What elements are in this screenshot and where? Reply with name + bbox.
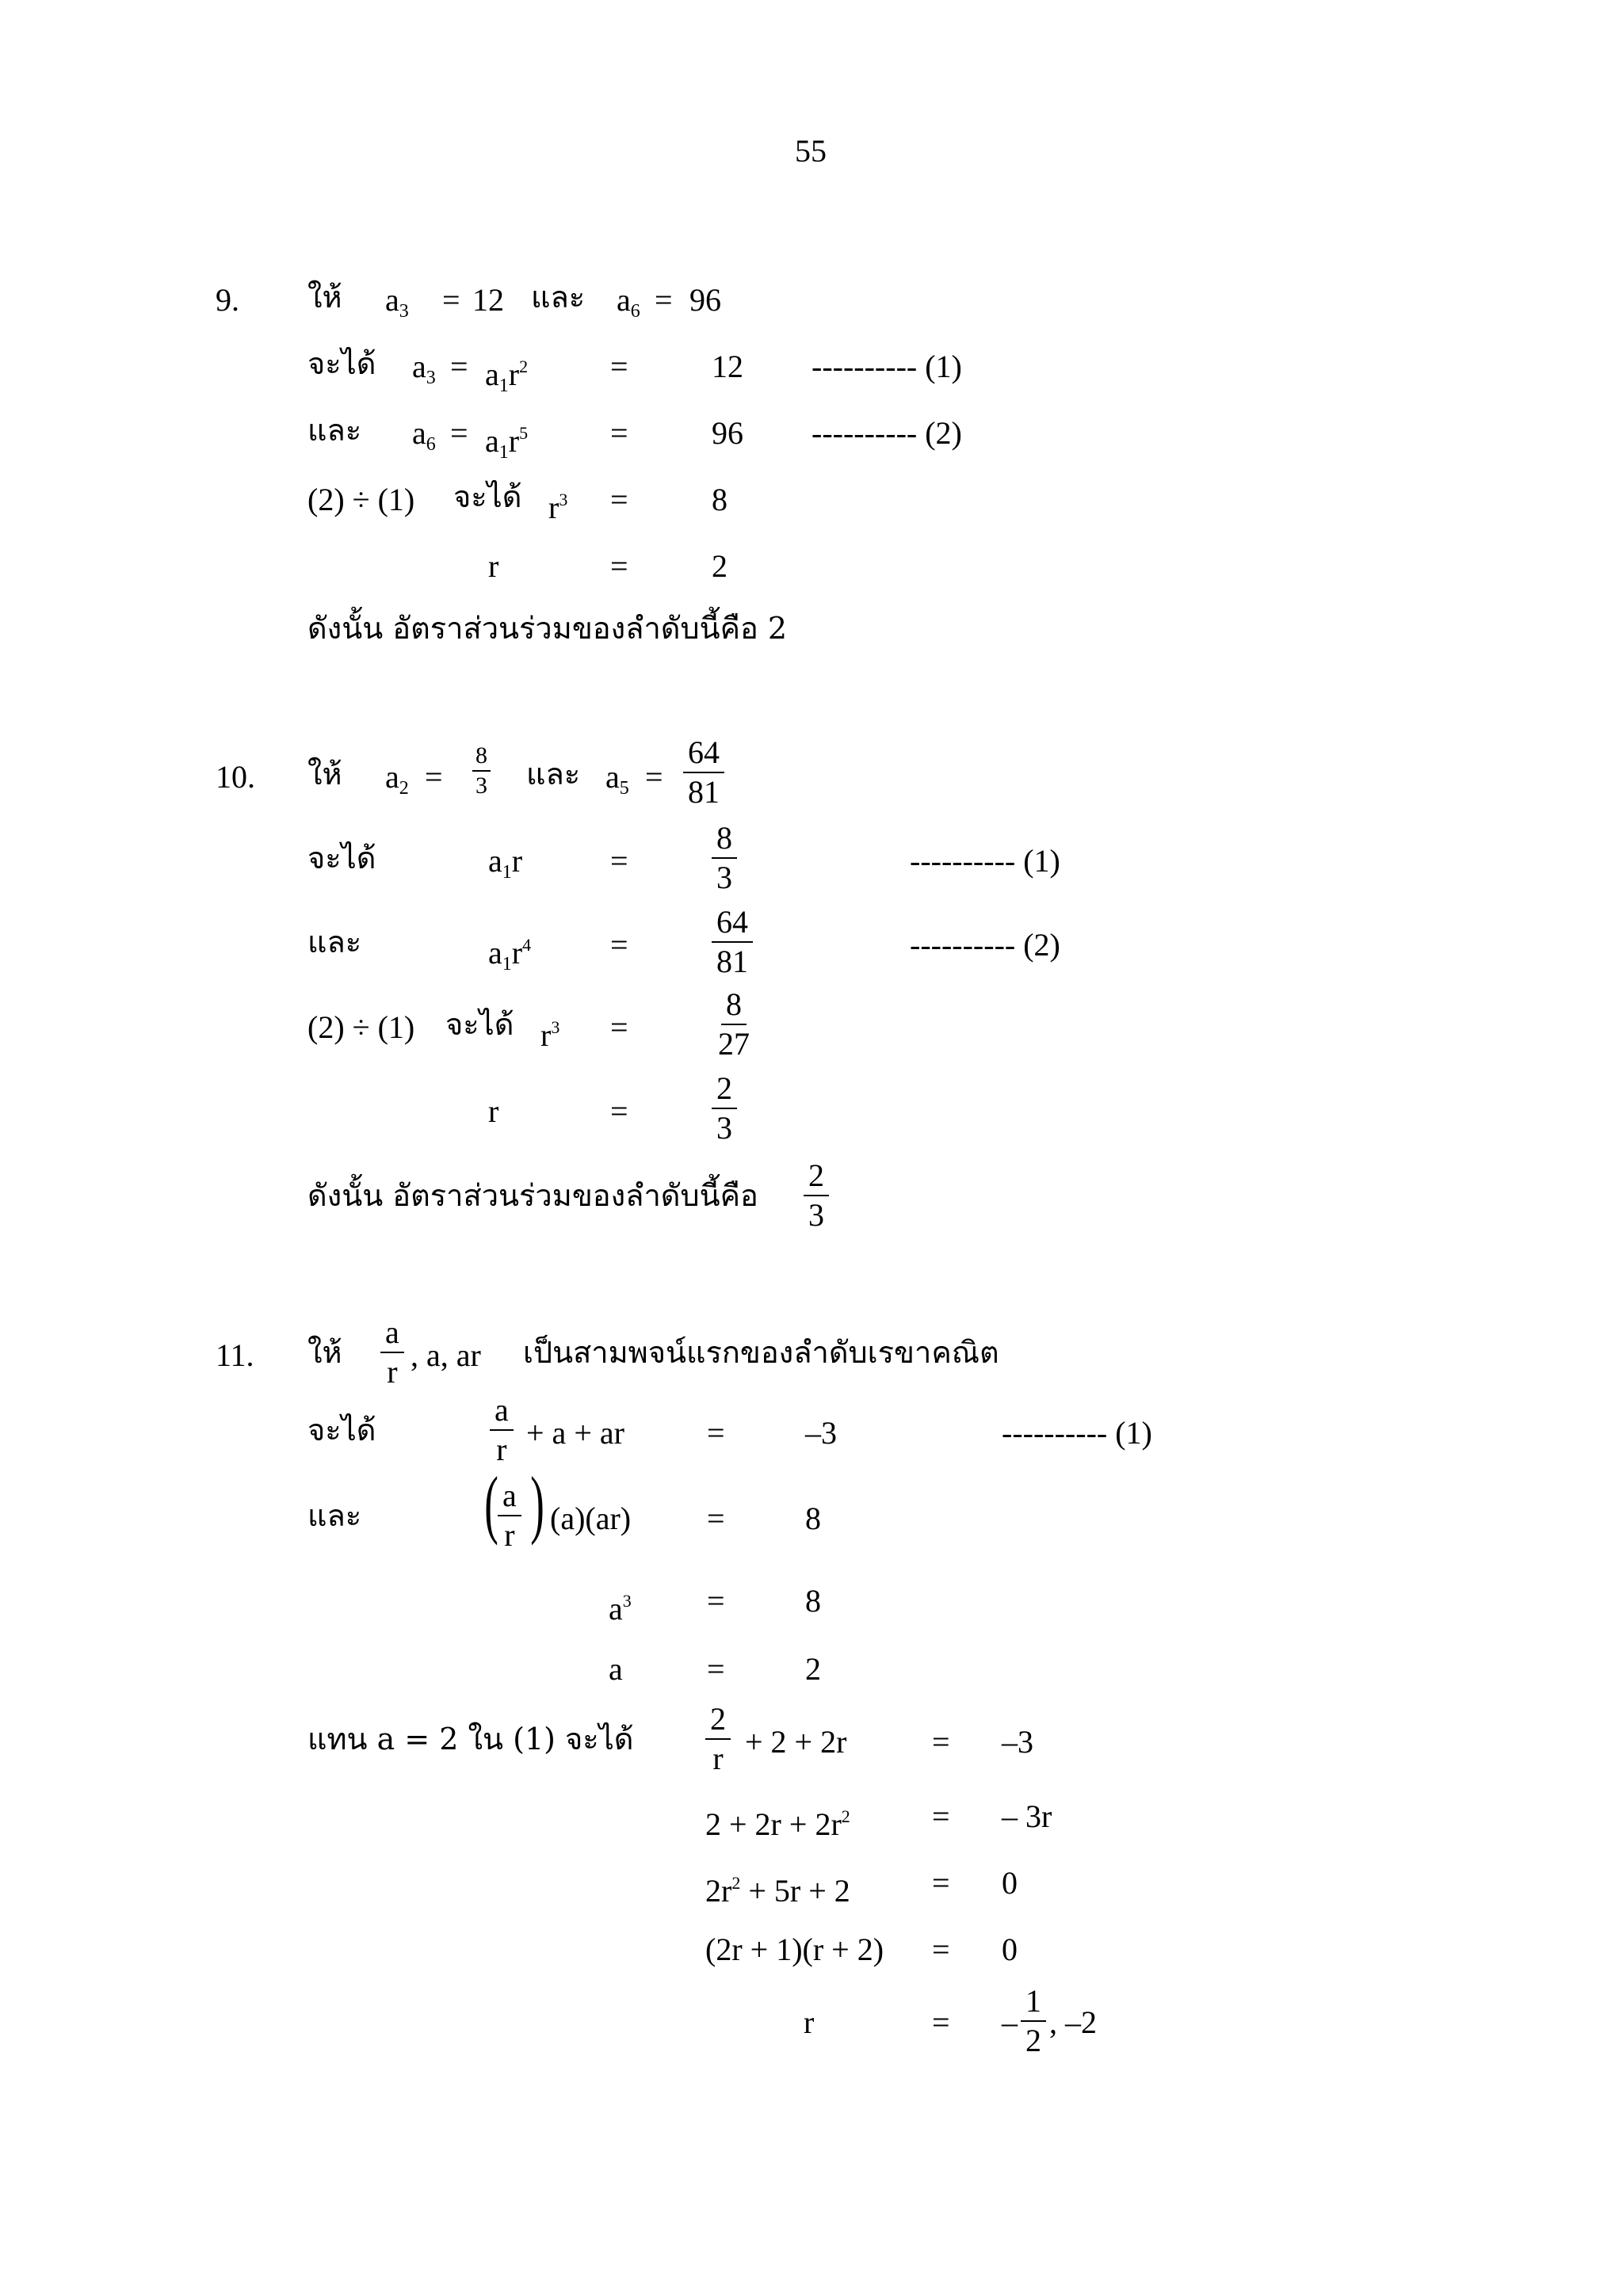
- fraction-8-3: 8 3: [472, 743, 491, 799]
- problem-number: 9.: [216, 282, 239, 318]
- text-and: และ: [307, 413, 362, 448]
- fraction-2-3: 2 3: [712, 1071, 737, 1146]
- text-get: จะได้: [307, 841, 376, 875]
- equals: =: [932, 1865, 950, 1901]
- text-get: จะได้: [307, 346, 376, 381]
- text-and: และ: [307, 1498, 362, 1533]
- expression: $2 + 2r + 2r^2$: [705, 1806, 850, 1842]
- text-give: ให้: [307, 280, 342, 315]
- value: 8: [805, 1583, 821, 1619]
- equals: =: [610, 843, 628, 879]
- equals: =: [932, 2004, 950, 2040]
- equals: =: [932, 1932, 950, 1967]
- conclusion: ดังนั้น อัตราส่วนร่วมของลำดับนี้คือ: [307, 1178, 758, 1213]
- equals: =: [645, 759, 663, 795]
- equals: =: [610, 349, 628, 384]
- value: 96: [712, 415, 743, 451]
- description: เป็นสามพจน์แรกของลำดับเรขาคณิต: [523, 1335, 999, 1370]
- equation-label: ---------- (1): [1002, 1415, 1152, 1451]
- expression: + 2 + 2r: [745, 1724, 847, 1760]
- value: –3: [1002, 1724, 1033, 1760]
- equals: =: [932, 1798, 950, 1834]
- term-a: a: [609, 1651, 623, 1687]
- division-step: (2) ÷ (1): [307, 1009, 415, 1045]
- problem-number: 10.: [216, 759, 255, 795]
- equals: =: [610, 415, 628, 451]
- expression: + a + ar: [526, 1415, 624, 1451]
- value: 8: [712, 482, 727, 517]
- fraction-64-81: 64 81: [712, 905, 753, 979]
- text-and: และ: [526, 757, 581, 791]
- expression: (2r + 1)(r + 2): [705, 1932, 884, 1967]
- equals: =: [610, 927, 628, 963]
- equals: =: [450, 415, 468, 451]
- term-r3: $r^3$: [540, 1017, 560, 1053]
- value: , –2: [1049, 2004, 1097, 2040]
- equals: =: [610, 1009, 628, 1045]
- value: 12: [712, 349, 743, 384]
- equals: =: [610, 548, 628, 584]
- equation-label: ---------- (1): [812, 349, 962, 384]
- term-a6: $a_6$: [617, 282, 640, 322]
- text-get: จะได้: [445, 1007, 514, 1042]
- value: 2: [712, 548, 727, 584]
- equals: =: [425, 759, 443, 795]
- substitution-text: แทน a = 2 ใน (1) จะได้: [307, 1722, 634, 1756]
- term-r: r: [488, 548, 499, 584]
- term-a1r: $a_1r$: [488, 843, 523, 883]
- value: 8: [805, 1501, 821, 1536]
- value: 96: [689, 282, 721, 318]
- fraction-a-r: a r: [380, 1315, 404, 1390]
- term-list: , a, ar: [411, 1337, 481, 1373]
- fraction-2-3: 2 3: [804, 1158, 829, 1233]
- expression: $2r^2 + 5r + 2$: [705, 1873, 850, 1909]
- equals: =: [707, 1501, 725, 1536]
- fraction-2-r: 2 r: [705, 1702, 731, 1776]
- equation-label: ---------- (1): [910, 843, 1060, 879]
- fraction-8-3: 8 3: [712, 821, 737, 895]
- fraction-8-27: 8 27: [718, 986, 750, 1062]
- text-get: จะได้: [453, 479, 522, 514]
- term-a5: $a_5$: [605, 759, 629, 799]
- equals: =: [707, 1415, 725, 1451]
- term-a6: $a_6$: [412, 415, 436, 455]
- left-paren: (: [484, 1461, 498, 1546]
- text-get: จะได้: [307, 1413, 376, 1447]
- term-a2: $a_2$: [385, 759, 409, 799]
- term-r: r: [804, 2004, 815, 2040]
- value: –3: [805, 1415, 837, 1451]
- equals: =: [932, 1724, 950, 1760]
- value: – 3r: [1002, 1798, 1052, 1834]
- equals: =: [655, 282, 673, 318]
- fraction-1-2: 1 2: [1021, 1984, 1046, 2058]
- expression: (a)(ar): [550, 1501, 632, 1536]
- term-a3: $a^3$: [609, 1591, 632, 1627]
- text-and: และ: [307, 925, 362, 959]
- term-r3: $r^3$: [548, 490, 568, 525]
- equals: =: [610, 1093, 628, 1129]
- page-number: 55: [795, 133, 827, 169]
- term-a1r2: $a_1r^2$: [485, 357, 529, 396]
- value: 0: [1002, 1932, 1018, 1967]
- division-step: (2) ÷ (1): [307, 482, 415, 517]
- fraction-64-81: 64 81: [683, 735, 724, 810]
- fraction-a-r: a r: [498, 1478, 521, 1553]
- right-paren: ): [530, 1461, 544, 1546]
- minus-sign: –: [1002, 2004, 1018, 2040]
- term-a3: $a_3$: [412, 349, 436, 388]
- equals: =: [450, 349, 468, 384]
- text-and: และ: [531, 280, 586, 315]
- equals: =: [707, 1583, 725, 1619]
- term-a3: $a_3$: [385, 282, 409, 322]
- value: 0: [1002, 1865, 1018, 1901]
- term-r: r: [488, 1093, 499, 1129]
- value: 12: [472, 282, 504, 318]
- text-give: ให้: [307, 1335, 342, 1370]
- term-a1r4: $a_1r^4$: [488, 935, 532, 974]
- problem-number: 11.: [216, 1337, 254, 1373]
- equals: =: [610, 482, 628, 517]
- value: 2: [805, 1651, 821, 1687]
- text-give: ให้: [307, 757, 342, 791]
- equals: =: [442, 282, 460, 318]
- fraction-a-r: a r: [490, 1393, 514, 1467]
- conclusion: ดังนั้น อัตราส่วนร่วมของลำดับนี้คือ 2: [307, 611, 788, 646]
- equation-label: ---------- (2): [812, 415, 962, 451]
- term-a1r5: $a_1r^5$: [485, 423, 529, 463]
- equals: =: [707, 1651, 725, 1687]
- equation-label: ---------- (2): [910, 927, 1060, 963]
